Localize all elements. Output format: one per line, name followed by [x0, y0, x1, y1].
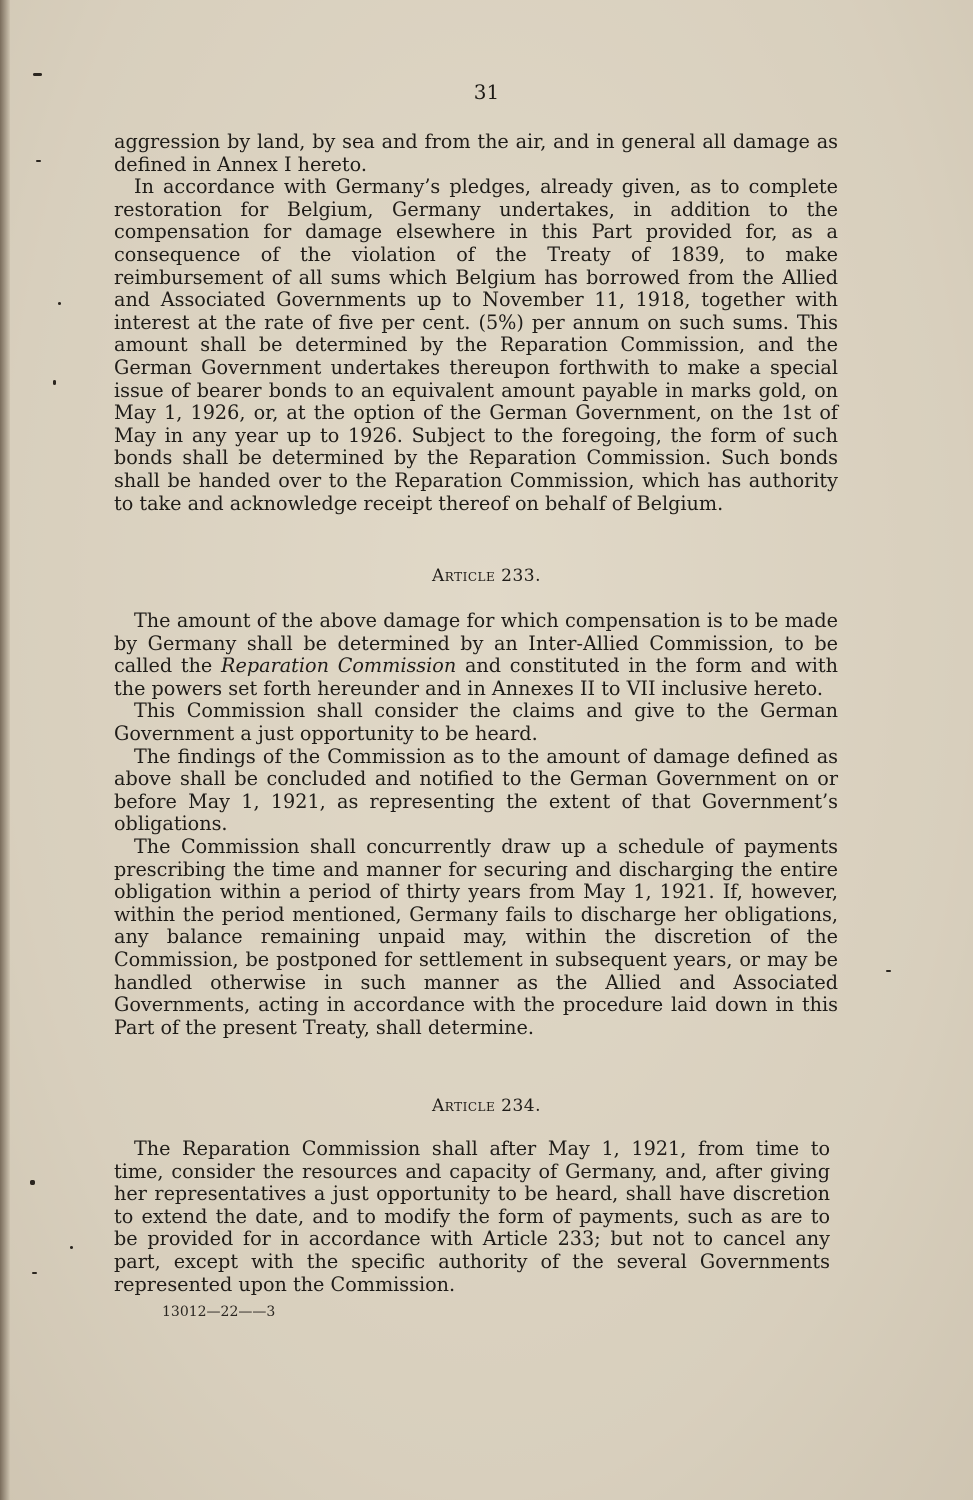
- margin-mark: [30, 1180, 35, 1185]
- page-number: 31: [473, 80, 500, 104]
- section-continuation: [114, 131, 838, 515]
- margin-mark: [33, 73, 42, 76]
- paragraph-text: and constituted in the form and with the powers set forth hereunder and in Annexes II to VII inclusive hereto.: [114, 654, 839, 700]
- margin-mark: [36, 160, 41, 162]
- margin-mark: [32, 1272, 37, 1274]
- margin-mark: [58, 302, 61, 305]
- paragraph: [114, 610, 838, 700]
- page-binding-edge: [0, 0, 10, 1500]
- paragraph: The Reparation Commission shall after May 1, 1921, from time to time, consider the resources and capacity of Germany, and, after giving her representatives a just opportunity to be heard, shall have discretion to extend the date, and to modify the form of payments, such as are to be provided for in accordance with Article 233; but not to cancel any part, except with the specific authority of the several Governments represented upon the Commission.: [114, 1137, 830, 1296]
- italic-term: Reparation Commission: [221, 654, 457, 678]
- paragraph: The findings of the Commission as to the amount of damage defined as above shall be concluded and notified to the German Government on or before May 1, 1921, as representing the extent of that Government’s obligations.: [114, 744, 838, 836]
- article-234-body: [114, 1138, 830, 1296]
- margin-mark: [70, 1246, 73, 1249]
- article-heading-233: Article 233.: [431, 566, 541, 586]
- margin-mark: [886, 970, 891, 972]
- article-233-body: [114, 610, 838, 1039]
- paragraph: aggression by land, by sea and from the air, and in general all damage as defined in Annex I hereto.: [114, 130, 838, 176]
- print-code: 13012—22——3: [162, 1304, 276, 1320]
- paragraph: In accordance with Germany’s pledges, already given, as to complete restoration for Belgium, Germany undertakes, in addition to the compensation for damage elsewhere in this Part provided for, as a consequence of the violation of the Treaty of 1839, to make reimbursement of all sums which Belgium has borrowed from the Allied and Associated Governments up to November 11, 1918, together with interest at the rate of five per cent. (5%) per annum on such sums. This amount shall be determined by the Reparation Commission, and the German Government undertakes thereupon forthwith to make a special issue of bearer bonds to an equivalent amount payable in marks gold, on May 1, 1926, or, at the option of the German Government, on the 1st of May in any year up to 1926. Subject to the foregoing, the form of such bonds shall be determined by the Reparation Commission. Such bonds shall be handed over to the Reparation Commission, which has authority to take and acknowledge receipt thereof on behalf of Belgium.: [114, 175, 838, 515]
- article-heading-234: Article 234.: [431, 1096, 541, 1116]
- paragraph-text: The amount of the above damage for which compensation is to be made by Germany shall be determined by an Inter-Allied Commission, to be called the: [114, 609, 838, 678]
- margin-mark: [53, 380, 56, 385]
- paragraph: The Commission shall concurrently draw up a schedule of payments prescribing the time and manner for securing and discharging the entire obligation within a period of thirty years from May 1, 1921. If, however, within the period mentioned, Germany fails to discharge her obligations, any balance remaining unpaid may, within the discretion of the Commission, be postponed for settlement in subsequent years, or may be handled otherwise in such manner as the Allied and Associated Governments, acting in accordance with the procedure laid down in this Part of the present Treaty, shall determine.: [114, 834, 838, 1039]
- paragraph: This Commission shall consider the claims and give to the German Government a just opportunity to be heard.: [114, 699, 838, 745]
